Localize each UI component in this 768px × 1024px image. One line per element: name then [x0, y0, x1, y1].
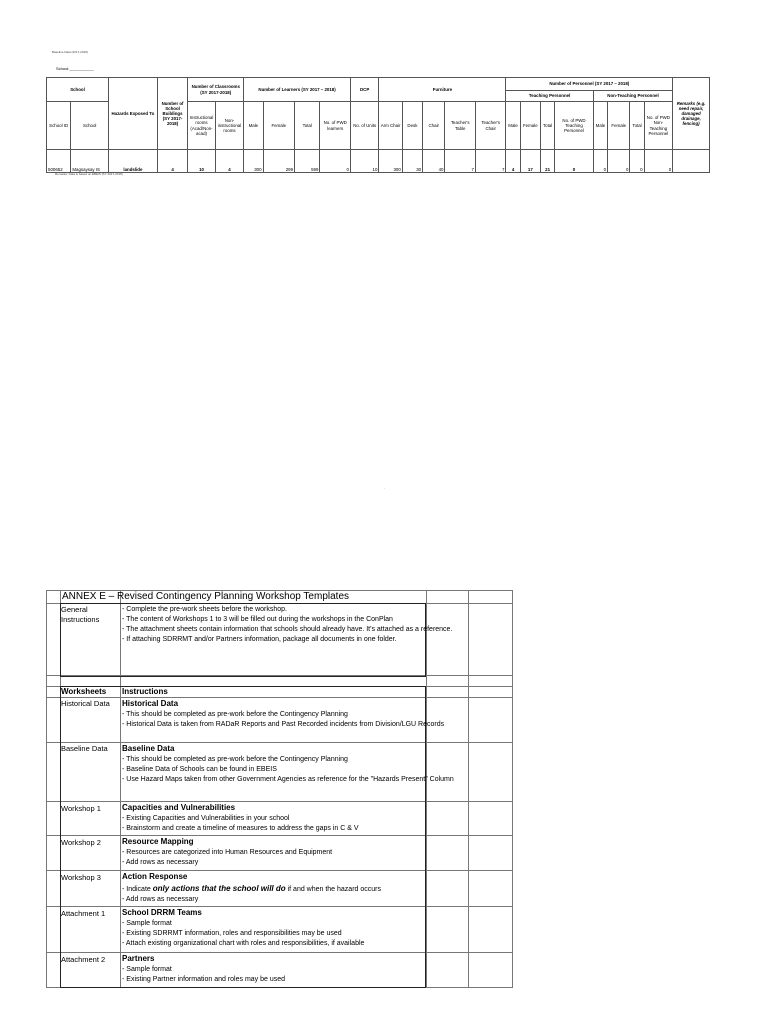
cell-school-name: Magsaysay IS: [71, 150, 109, 173]
instructions-workshop-3: Action Response - Indicate only actions that the school will do if and when the hazard occurs - Add rows as necessary: [122, 872, 381, 903]
worksheets-column-header: Worksheets: [61, 687, 107, 696]
cell-teaching-female: 17: [520, 150, 540, 173]
stray-mark: ·: [384, 486, 386, 491]
instructions-historical: Historical Data - This should be completed as pre-work before the Contingency Planning - Historical Data is taken from RADaR Reports and Past Recorded incidents from Division/LGU Records: [122, 699, 445, 728]
table-note: Remarks: Data is based on EBEIS (SY 2017-2018): [55, 172, 123, 176]
header-teachers-chair: Teacher's Chair: [475, 102, 506, 150]
annex-title: ANNEX E – Revised Contingency Planning Workshop Templates: [62, 591, 350, 602]
header-learners: Number of Learners (SY 2017 – 2018): [244, 78, 351, 102]
general-instructions-label: General Instructions: [61, 605, 100, 625]
instructions-workshop-2: Resource Mapping - Resources are categorized into Human Resources and Equipment - Add rows as necessary: [122, 837, 333, 866]
header-teaching-total: Total: [540, 102, 554, 150]
header-teaching-male: Male: [506, 102, 520, 150]
baseline-data-table: [46, 77, 710, 173]
annex-e-table: [46, 590, 512, 988]
cell-units: 10: [350, 150, 378, 173]
cell-teachers-table: 7: [445, 150, 475, 173]
cell-total: 599: [295, 150, 320, 173]
header-dcp: DCP: [350, 78, 378, 102]
header-male: Male: [244, 102, 263, 150]
worksheet-label-attachment-2: Attachment 2: [61, 955, 106, 964]
cell-non-instructional: 4: [215, 150, 243, 173]
header-units: No. of Units: [350, 102, 378, 150]
header-pwd-teaching: No. of PWD Teaching Personnel: [555, 102, 594, 150]
baseline-sheet-title: Baseline Data (2017-2018): [52, 50, 88, 54]
school-field-label: School:___________: [56, 66, 94, 71]
header-desk: Desk: [402, 102, 422, 150]
cell-female: 299: [263, 150, 295, 173]
instructions-attachment-1: School DRRM Teams - Sample format - Existing SDRRMT information, roles and responsibilities may be used - Attach existing organizational chart with roles and responsibilities, if available: [122, 908, 365, 947]
header-non-teaching: Non-Teaching Personnel: [593, 91, 672, 102]
header-teaching: Teaching Personnel: [506, 91, 593, 102]
header-pwd-learners: No. of PWD learners: [320, 102, 351, 150]
instructions-attachment-2: Partners - Sample format - Existing Partner information and roles may be used: [122, 954, 286, 983]
cell-teaching-male: 4: [506, 150, 520, 173]
header-nonteaching-male: Male: [593, 102, 607, 150]
cell-buildings: 4: [157, 150, 187, 173]
header-nonteaching-total: Total: [630, 102, 644, 150]
cell-remarks: [673, 150, 710, 173]
cell-nonteaching-total: 0: [630, 150, 644, 173]
cell-desk: 30: [402, 150, 422, 173]
worksheet-label-historical: Historical Data: [61, 699, 110, 708]
worksheet-label-attachment-1: Attachment 1: [61, 909, 106, 918]
cell-teaching-pwd: 0: [555, 150, 594, 173]
header-buildings: Number of School Buildings (SY 2017-2018): [157, 78, 187, 150]
header-school-name: School: [71, 102, 109, 150]
cell-nonteaching-pwd: 0: [644, 150, 673, 173]
table-row: [47, 150, 710, 173]
worksheet-label-workshop-3: Workshop 3: [61, 873, 101, 882]
cell-nonteaching-male: 0: [593, 150, 607, 173]
general-instructions-text: - Complete the pre-work sheets before the workshop. - The content of Workshops 1 to 3 will be filled out during the workshops in the ConPlan - The attachment sheets contain information that schools should already have. It's attached as a reference. - If attaching SDRRMT and/or Partners information, package all documents in one folder.: [122, 606, 453, 644]
worksheet-label-baseline: Baseline Data: [61, 744, 108, 753]
header-total: Total: [295, 102, 320, 150]
cell-pwd: 0: [320, 150, 351, 173]
header-school-id: School ID: [47, 102, 71, 150]
cell-teachers-chair: 7: [475, 150, 506, 173]
cell-male: 300: [244, 150, 263, 173]
instructions-column-header: Instructions: [122, 687, 168, 696]
cell-hazard: landslide: [109, 150, 158, 173]
header-chair: Chair: [423, 102, 445, 150]
instructions-workshop-1: Capacities and Vulnerabilities - Existing Capacities and Vulnerabilities in your school - Brainstorm and create a timeline of measures to address the gaps in C & V: [122, 803, 359, 832]
cell-nonteaching-female: 0: [608, 150, 630, 173]
cell-teaching-total: 21: [540, 150, 554, 173]
header-hazards: Hazards Exposed To: [109, 78, 158, 150]
header-female: Female: [263, 102, 295, 150]
header-arm-chair: Arm Chair: [379, 102, 402, 150]
header-teachers-table: Teacher's Table: [445, 102, 475, 150]
header-school: School: [47, 78, 109, 102]
header-instructional: Instructional rooms (Acad/Non-acad): [188, 102, 215, 150]
header-pwd-non-teaching: No. of PWD Non-Teaching Personnel: [644, 102, 673, 150]
cell-instructional: 10: [188, 150, 215, 173]
header-furniture: Furniture: [379, 78, 506, 102]
worksheet-label-workshop-2: Workshop 2: [61, 838, 101, 847]
cell-school-id: 500652: [47, 150, 71, 173]
cell-chair: 40: [423, 150, 445, 173]
header-personnel: Number of Personnel (SY 2017 – 2018): [506, 78, 673, 91]
cell-arm-chair: 300: [379, 150, 402, 173]
header-nonteaching-female: Female: [608, 102, 630, 150]
header-non-instructional: Non-instructional rooms: [215, 102, 243, 150]
header-classrooms: Number of Classrooms (SY 2017-2018): [188, 78, 244, 102]
worksheet-label-workshop-1: Workshop 1: [61, 804, 101, 813]
instructions-baseline: Baseline Data - This should be completed as pre-work before the Contingency Planning - Baseline Data of Schools can be found in EBEIS - Use Hazard Maps taken from other Government Agencies as reference for the "Hazards Present" Column: [122, 744, 454, 783]
header-teaching-female: Female: [520, 102, 540, 150]
header-remarks: Remarks (e.g. need repair, damaged drainage, fencing): [673, 78, 710, 150]
